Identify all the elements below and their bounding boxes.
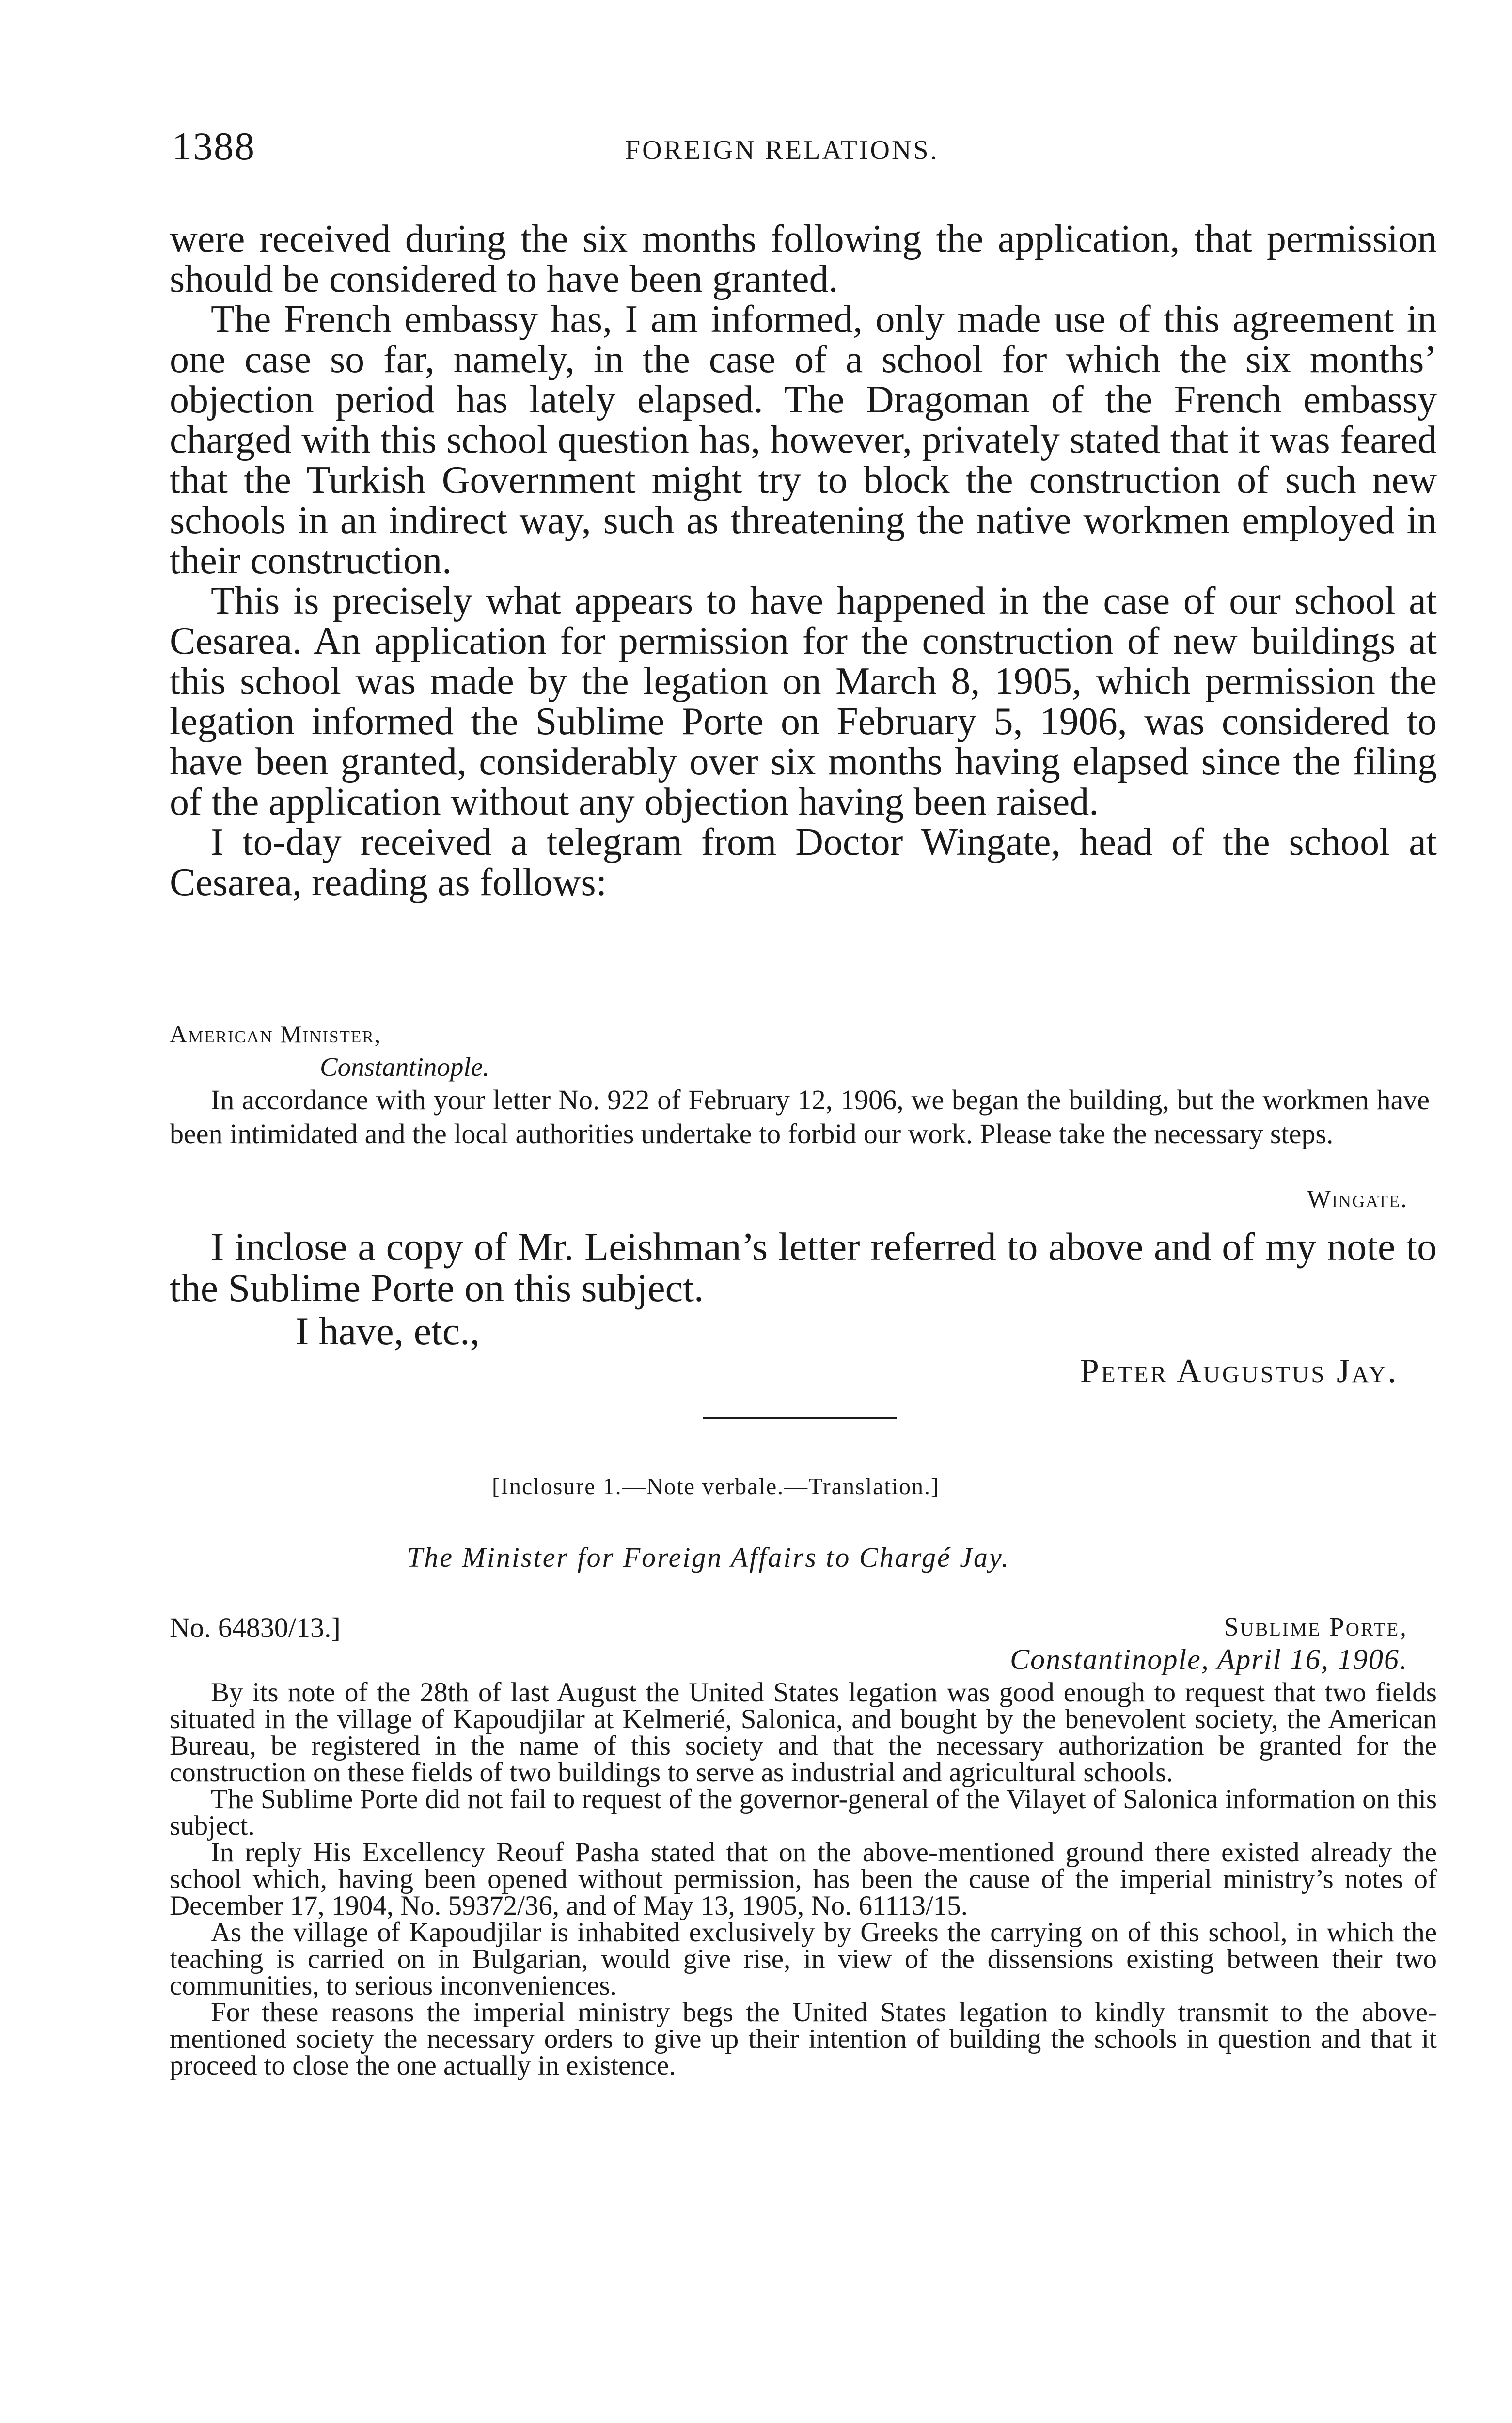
note-date: Constantinople, April 16, 1906. <box>1010 1643 1408 1675</box>
inclosure-title: The Minister for Foreign Affairs to Chargé Jay. <box>407 1542 1010 1573</box>
telegram-signature: Wingate. <box>1307 1185 1408 1213</box>
section-divider <box>703 1417 897 1419</box>
telegram-addressee: American Minister, <box>170 1021 382 1048</box>
body-paragraph-4: I to-day received a telegram from Doctor Wingate, head of the school at Cesarea, reading as follows: <box>170 821 1437 904</box>
note-paragraph-5: For these reasons the imperial ministry begs the United States legation to kindly transmit to the above-mentioned society the necessary orders to give up their intention of building the schools in question and that it proceed to close the one actually in existence. <box>170 1997 1437 2081</box>
note-paragraph-1: By its note of the 28th of last August the United States legation was good enough to request that two fields situated in the village of Kapoudjilar at Kelmerié, Salonica, and bought by the benevolent society, the American Bureau, be registered in the name of this society and that the necessary authorization be granted for the construction on these fields of two buildings to serve as industrial and agricultural schools. <box>170 1677 1437 1788</box>
telegram-text: In accordance with your letter No. 922 of February 12, 1906, we began the building, but the workmen have been intimidated and the local authorities undertake to forbid our work. Please take the necessary steps. <box>170 1084 1430 1149</box>
note-place: Sublime Porte, <box>1224 1612 1408 1641</box>
note-body <box>170 1679 1437 2079</box>
closing-paragraph-block <box>170 1226 1437 1308</box>
body-paragraph-5: I inclose a copy of Mr. Leishman’s letter referred to above and of my note to the Sublime Porte on this subject. <box>170 1225 1437 1310</box>
closing-formula: I have, etc., <box>296 1309 480 1353</box>
running-title: FOREIGN RELATIONS. <box>625 135 939 165</box>
body-paragraph-1: were received during the six months following the application, that permission should be considered to have been granted. <box>170 218 1437 300</box>
note-paragraph-4: As the village of Kapoudjilar is inhabited exclusively by Greeks the carrying on of this school, in which the teaching is carried on in Bulgarian, would give rise, in view of the dissensions existing between their two communities, to serious inconveniences. <box>170 1917 1437 2001</box>
note-paragraph-3: In reply His Excellency Reouf Pasha stated that on the above-mentioned ground there existed already the school which, having been opened without permission, has been the cause of the imperial ministry’s notes of December 17, 1904, No. 59372/36, and of May 13, 1905, No. 61113/15. <box>170 1837 1437 1921</box>
note-number: No. 64830/13.] <box>170 1612 341 1643</box>
body-paragraph-3: This is precisely what appears to have happened in the case of our school at Cesarea. An application for permission for the construction of new buildings at this school was made by the legation on March 8, 1905, which permission the legation informed the Sublime Porte on February 5, 1906, was considered to have been granted, considerably over six months having elapsed since the filing of the application without any objection having been raised. <box>170 580 1437 823</box>
page-number: 1388 <box>172 124 255 168</box>
telegram-city: Constantinople. <box>320 1052 489 1082</box>
main-body <box>170 219 1437 903</box>
body-paragraph-2: The French embassy has, I am informed, only made use of this agreement in one case so far, namely, in the case of a school for which the six months’ objection period has lately elapsed. The Dragoman of the French embassy charged with this school question has, however, privately stated that it was feared that the Turkish Government might try to block the construction of such new schools in an indirect way, such as threatening the native workmen employed in their construction. <box>170 298 1437 582</box>
inclosure-heading: [Inclosure 1.—Note verbale.—Translation.] <box>492 1474 940 1499</box>
letter-signature: Peter Augustus Jay. <box>1080 1353 1398 1390</box>
note-paragraph-2: The Sublime Porte did not fail to request of the governor-general of the Vilayet of Salonica information on this subject. <box>170 1784 1437 1841</box>
